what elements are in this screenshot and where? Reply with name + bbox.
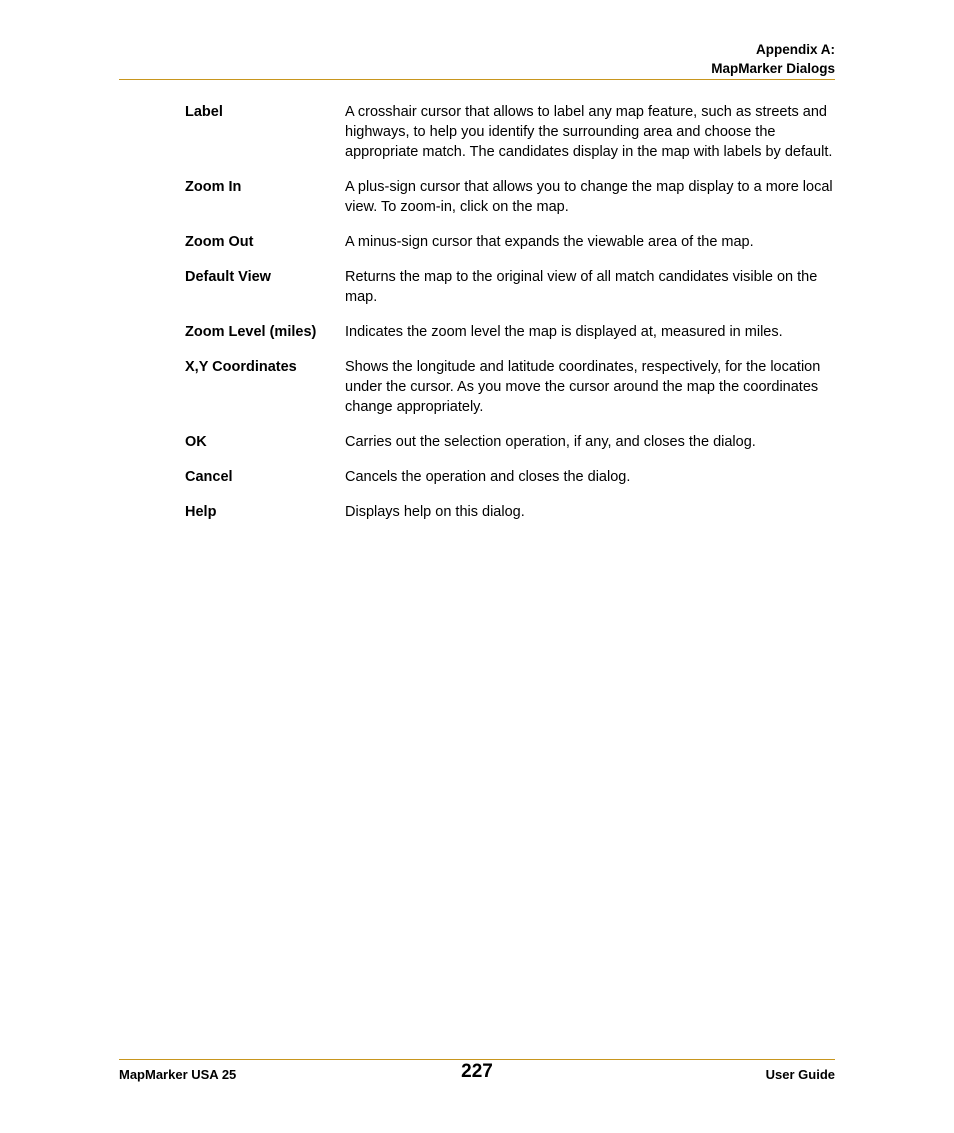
- page-header: [119, 40, 835, 78]
- definition-description: Carries out the selection operation, if any, and closes the dialog.: [345, 434, 756, 450]
- definition-description: A minus-sign cursor that expands the viewable area of the map.: [345, 234, 754, 250]
- definition-row-xy-coordinates: [185, 357, 835, 417]
- page-footer: [119, 1060, 835, 1090]
- definition-description: Shows the longitude and latitude coordinates, respectively, for the location under the cursor. As you move the cursor around the map the coordinates change appropriately.: [345, 359, 821, 415]
- definition-term: Zoom In: [185, 179, 242, 195]
- header-section-title: MapMarker Dialogs: [711, 61, 835, 76]
- definition-row-zoom-out: [185, 232, 835, 252]
- definition-term: X,Y Coordinates: [185, 359, 297, 375]
- definition-description: Indicates the zoom level the map is displayed at, measured in miles.: [345, 324, 783, 340]
- definition-term: Cancel: [185, 469, 233, 485]
- definition-term: Label: [185, 104, 223, 120]
- definition-description: Cancels the operation and closes the dialog.: [345, 469, 631, 485]
- definition-row-default-view: [185, 267, 835, 307]
- footer-doc-type: User Guide: [765, 1067, 835, 1082]
- definition-row-zoom-level: [185, 322, 835, 342]
- definition-description: A plus-sign cursor that allows you to change the map display to a more local view. To zoom-in, click on the map.: [345, 179, 833, 215]
- footer-product-name: MapMarker USA 25: [119, 1067, 237, 1082]
- definition-term: Help: [185, 504, 217, 520]
- definition-term: Zoom Out: [185, 234, 254, 250]
- definition-description: A crosshair cursor that allows to label any map feature, such as streets and highways, to help you identify the surrounding area and choose the appropriate match. The candidates display in the map with labels by default.: [345, 104, 833, 160]
- definition-row-zoom-in: [185, 177, 835, 217]
- definition-row-help: [185, 502, 835, 522]
- definition-description: Displays help on this dialog.: [345, 504, 525, 520]
- page-number: 227: [461, 1061, 493, 1082]
- definition-term: Zoom Level (miles): [185, 324, 317, 340]
- definition-row-ok: [185, 432, 835, 452]
- definition-list: [185, 102, 835, 537]
- definition-row-label: [185, 102, 835, 162]
- definition-description: Returns the map to the original view of all match candidates visible on the map.: [345, 269, 818, 305]
- header-appendix: Appendix A:: [756, 42, 835, 57]
- definition-term: Default View: [185, 269, 271, 285]
- definition-row-cancel: [185, 467, 835, 487]
- definition-term: OK: [185, 434, 207, 450]
- header-divider: [119, 79, 835, 80]
